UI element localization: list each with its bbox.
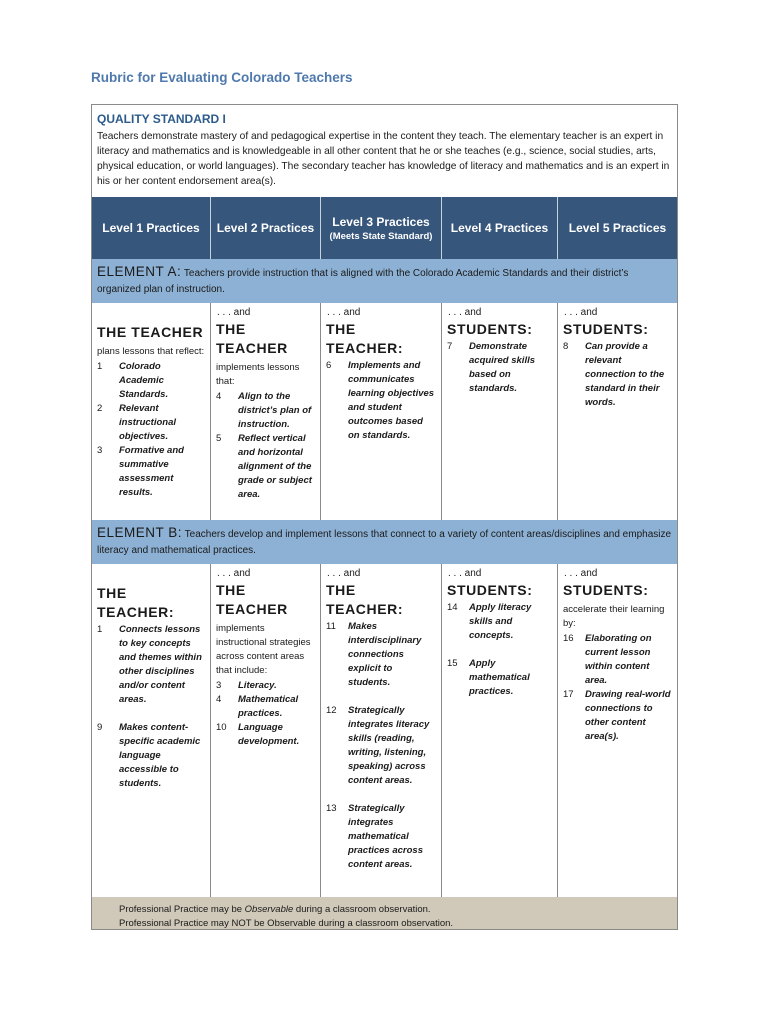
practice-number: 6	[326, 360, 332, 371]
practice-list	[216, 390, 315, 502]
practice-text: Language development.	[238, 722, 300, 747]
practice-text: Relevant instructional objectives.	[119, 403, 177, 442]
document-title: Rubric for Evaluating Colorado Teachers	[91, 70, 353, 85]
practice-item	[326, 802, 436, 872]
practice-number: 1	[97, 624, 103, 635]
actor-heading: STUDENTS:	[447, 321, 533, 337]
practice-number: 9	[97, 722, 103, 733]
practice-number: 13	[326, 803, 337, 814]
continuation-marker: . . . and	[327, 307, 361, 318]
element-b-header	[92, 520, 677, 564]
practice-text: Drawing real-world connections to other content area(s).	[585, 689, 671, 742]
practice-list	[563, 632, 672, 744]
practice-item	[97, 623, 205, 707]
element-b-cell-level-4	[442, 564, 558, 897]
continuation-marker: . . . and	[564, 568, 598, 579]
practice-list	[216, 679, 315, 749]
practice-item	[216, 390, 315, 432]
level-label: Level 2 Practices	[216, 221, 315, 235]
practice-number: 4	[216, 391, 222, 402]
continuation-marker: . . . and	[217, 568, 251, 579]
practice-text: Literacy.	[238, 680, 277, 691]
practice-item	[216, 432, 315, 502]
level-header-1	[92, 197, 211, 259]
actor-heading: THE TEACHER:	[326, 582, 404, 617]
levels-header	[92, 197, 677, 259]
element-b-cell-level-5	[558, 564, 677, 897]
practice-list	[326, 620, 436, 872]
practice-item	[447, 657, 552, 699]
practice-text: Can provide a relevant connection to the standard in their words.	[585, 341, 665, 408]
practice-number: 11	[326, 621, 336, 632]
practice-list	[447, 601, 552, 699]
practice-number: 7	[447, 341, 453, 352]
practice-text: Align to the district’s plan of instruction.	[238, 391, 312, 430]
cell-intro: implements lessons that:	[216, 362, 300, 387]
footer-line-observable: Professional Practice may be Observable during a classroom observation.	[119, 904, 431, 915]
actor-heading: THE TEACHER:	[97, 585, 175, 620]
actor-heading: STUDENTS:	[447, 582, 533, 598]
element-a-cell-level-1	[92, 303, 211, 520]
practice-item	[563, 632, 672, 688]
practice-item	[563, 340, 672, 410]
practice-list	[326, 359, 436, 443]
practice-text: Implements and communicates learning objectives and student outcomes based on standards.	[348, 360, 435, 441]
practice-text: Apply literacy skills and concepts.	[469, 602, 532, 641]
element-a-row	[92, 303, 677, 520]
level-label: Level 1 Practices	[102, 221, 200, 235]
continuation-marker: . . . and	[448, 307, 482, 318]
element-b-text: Teachers develop and implement lessons that connect to a variety of content areas/disciplines and emphasize literacy and mathematical practices.	[97, 529, 672, 556]
practice-text: Strategically integrates literacy skills (reading, writing, listening, speaking) across content areas.	[348, 705, 430, 786]
element-a-text: Teachers provide instruction that is aligned with the Colorado Academic Standards and their district’s organized plan of instruction.	[97, 268, 629, 295]
continuation-marker: . . . and	[327, 568, 361, 579]
practice-text: Apply mathematical practices.	[469, 658, 530, 697]
actor-heading: STUDENTS:	[563, 321, 649, 337]
practice-number: 3	[97, 445, 103, 456]
practice-item	[97, 360, 205, 402]
element-b-cell-level-2	[211, 564, 321, 897]
practice-text: Reflect vertical and horizontal alignment of the grade or subject area.	[238, 433, 312, 500]
level-header-5	[558, 197, 677, 259]
actor-heading: THE TEACHER	[216, 582, 288, 617]
level-label: Level 4 Practices	[450, 221, 549, 235]
level-label: Level 5 Practices	[568, 221, 667, 235]
practice-number: 2	[97, 403, 103, 414]
practice-number: 4	[216, 694, 222, 705]
actor-heading: THE TEACHER	[216, 321, 288, 356]
quality-standard-text: Teachers demonstrate mastery of and pedagogical expertise in the content they teach. The elementary teacher is an expert in literacy and mathematics and is knowledgeable in all other content that he or she teaches (e.g., science, social studies, arts, physical education, or world languages). The secondary teacher has knowledge of literacy and mathematics and is an expert in his or her content endorsement area(s).	[97, 131, 670, 187]
practice-item	[97, 721, 205, 791]
cell-intro: accelerate their learning by:	[563, 604, 665, 629]
practice-number: 17	[563, 689, 574, 700]
practice-text: Colorado Academic Standards.	[119, 361, 169, 400]
practice-number: 15	[447, 658, 458, 669]
practice-number: 8	[563, 341, 569, 352]
practice-item	[97, 444, 205, 500]
level-header-4	[442, 197, 558, 259]
cell-intro: plans lessons that reflect:	[97, 346, 205, 357]
element-a-cell-level-2	[211, 303, 321, 520]
practice-list	[97, 360, 205, 500]
element-a-cell-level-4	[442, 303, 558, 520]
element-a-header	[92, 259, 677, 303]
practice-number: 3	[216, 680, 222, 691]
practice-number: 16	[563, 633, 574, 644]
footer-note	[92, 897, 677, 930]
practice-number: 10	[216, 722, 227, 733]
element-b-cell-level-1	[92, 564, 211, 897]
practice-item	[447, 340, 552, 396]
element-b-cell-level-3	[321, 564, 442, 897]
practice-number: 5	[216, 433, 222, 444]
practice-item	[97, 402, 205, 444]
actor-heading: STUDENTS:	[563, 582, 649, 598]
footer-line-not-observable: Professional Practice may NOT be Observable during a classroom observation.	[119, 918, 454, 929]
practice-item	[326, 620, 436, 690]
quality-standard	[92, 105, 677, 197]
practice-item	[216, 679, 315, 693]
practice-item	[216, 721, 315, 749]
level-label: Level 3 Practices	[332, 214, 430, 229]
element-a-cell-level-5	[558, 303, 677, 520]
actor-heading: THE TEACHER:	[326, 321, 404, 356]
continuation-marker: . . . and	[564, 307, 598, 318]
practice-item	[326, 704, 436, 788]
rubric-table	[91, 104, 678, 930]
level-header-2	[211, 197, 321, 259]
practice-text: Strategically integrates mathematical practices across content areas.	[348, 803, 423, 870]
level-header-3	[321, 197, 442, 259]
level-sub-label: (Meets State Standard)	[329, 230, 433, 242]
element-b-row	[92, 564, 677, 897]
practice-item	[563, 688, 672, 744]
continuation-marker: . . . and	[448, 568, 482, 579]
practice-list	[447, 340, 552, 396]
continuation-marker: . . . and	[217, 307, 251, 318]
quality-standard-heading: QUALITY STANDARD I	[97, 112, 226, 126]
practice-number: 12	[326, 705, 337, 716]
practice-number: 14	[447, 602, 458, 613]
actor-heading: THE TEACHER	[97, 324, 204, 340]
practice-text: Demonstrate acquired skills based on standards.	[469, 341, 536, 394]
practice-list	[97, 623, 205, 791]
element-a-cell-level-3	[321, 303, 442, 520]
practice-text: Formative and summative assessment results.	[119, 445, 184, 498]
practice-number: 1	[97, 361, 103, 372]
cell-intro: implements instructional strategies across content areas that include:	[216, 623, 311, 676]
practice-item	[447, 601, 552, 643]
practice-item	[216, 693, 315, 721]
element-a-name: ELEMENT A:	[97, 264, 182, 279]
practice-item	[326, 359, 436, 443]
practice-text: Makes content-specific academic language accessible to students.	[119, 722, 201, 789]
practice-text: Elaborating on current lesson within content area.	[585, 633, 652, 686]
practice-list	[563, 340, 672, 410]
element-b-name: ELEMENT B:	[97, 525, 183, 540]
practice-text: Mathematical practices.	[238, 694, 299, 719]
practice-text: Connects lessons to key concepts and themes within other disciplines and/or content areas.	[119, 624, 202, 705]
practice-text: Makes interdisciplinary connections explicit to students.	[348, 621, 422, 688]
